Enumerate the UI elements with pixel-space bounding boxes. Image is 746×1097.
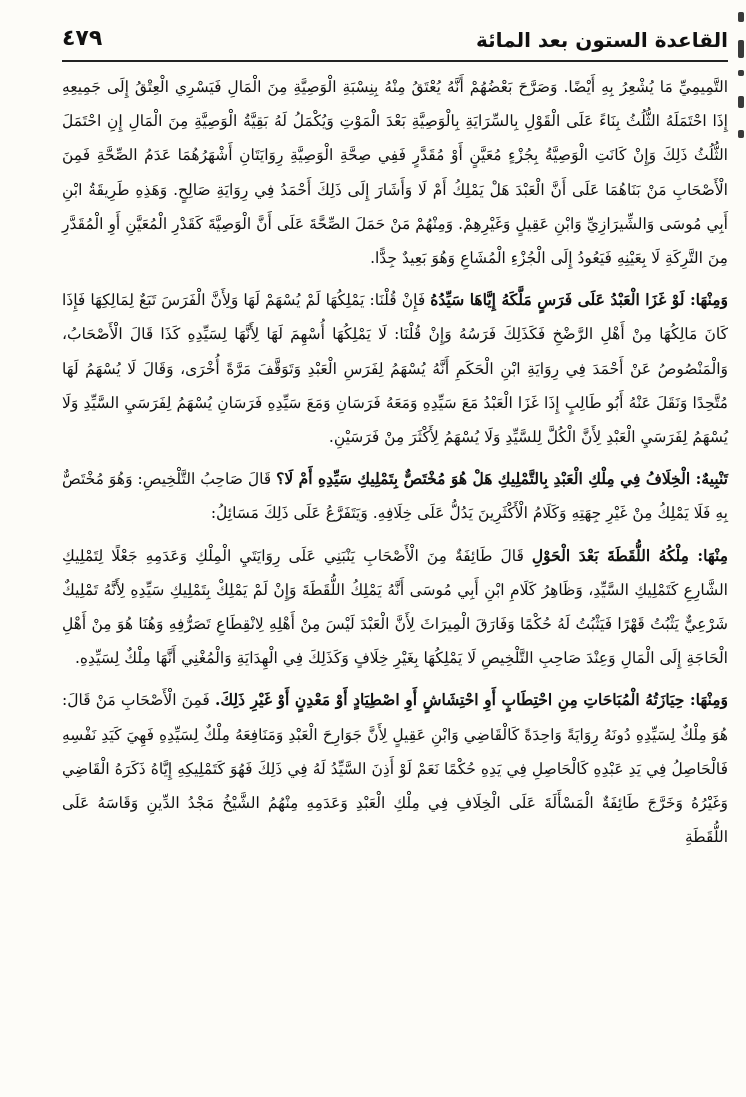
page-header — [62, 24, 728, 62]
paragraph-3 — [62, 462, 728, 530]
paragraph-5-lead: وَمِنْهَا: حِيَازَتُهُ الْمُبَاحَاتِ مِنِ احْتِطَابٍ أَوِ احْتِشَاشٍ أَوِ اصْطِيَادٍ أَوْ مَعْدِنٍ أَوْ غَيْرِ ذَلِكَ. — [214, 690, 728, 710]
page-body — [62, 70, 728, 854]
page-number: ٤٧٩ — [62, 26, 103, 51]
running-title: القاعدة الستون بعد المائة — [476, 28, 728, 52]
paragraph-1-text: التَّمِيمِيِّ مَا يُشْعِرُ بِهِ أَيْضًا. وَصَرَّحَ بَعْضُهُمْ أَنَّهُ يُعْتَقُ مِنْهُ بِنِسْبَةِ الْوَصِيَّةِ مِنَ الْمَالِ فَيَسْرِي الْعِتْقُ إِلَى جَمِيعِهِ إِذَا احْتَمَلَهُ الثُّلُثُ بِنَاءً عَلَى الْقَوْلِ بِالسِّرَايَةِ بِالْوَصِيَّةِ بَعْدَ الْمَوْتِ وَيُكْمَلُ لَهُ بَقِيَّةُ الْوَصِيَّةِ مِنَ الْمَالِ إِنِ احْتَمَلَ الثُّلُثُ ذَلِكَ وَإِنْ كَانَتِ الْوَصِيَّةُ بِجُزْءٍ مُعَيَّنٍ أَوْ مُقَدَّرٍ فَفِي صِحَّةِ الْوَصِيَّةِ رِوَايَتَانِ أَشْهَرُهُمَا عَدَمُ الصِّحَّةِ فَمِنَ الْأَصْحَابِ مَنْ بَنَاهُمَا عَلَى أَنَّ الْعَبْدَ هَلْ يَمْلِكُ أَمْ لَا وَأَشَارَ إِلَى ذَلِكَ أَحْمَدُ فِي رِوَايَةِ صَالِحٍ. وَهَذِهِ طَرِيقَةُ ابْنِ أَبِي مُوسَى وَالشِّيرَازِيِّ وَابْنِ عَقِيلٍ وَغَيْرِهِمْ. وَمِنْهُمْ مَنْ حَمَلَ الصِّحَّةَ عَلَى أَنَّ الْوَصِيَّةَ كَقَدْرِ الْمُعَيَّنِ أَوِ الْمُقَدَّرِ مِنَ التَّرِكَةِ لَا بِعَيْنِهِ فَيَعُودُ إِلَى الْجُزْءِ الْمُشَاعِ وَهُوَ بَعِيدٌ جِدًّا. — [62, 78, 728, 268]
paragraph-4-lead: مِنْهَا: مِلْكُهُ اللُّقَطَةَ بَعْدَ الْحَوْلِ — [531, 545, 728, 565]
paragraph-5-text: فَمِنَ الْأَصْحَابِ مَنْ قَالَ: هُوَ مِلْكٌ لِسَيِّدِهِ دُونَهُ رِوَايَةً وَاحِدَةً كَالْقَاضِي وَابْنِ عَقِيلٍ لِأَنَّ جَوَارِحَ الْعَبْدِ وَمَنَافِعَهُ مِلْكٌ لِسَيِّدِهِ فَهِيَ كَيَدِ نَفْسِهِ فَالْحَاصِلُ فِي يَدِ عَبْدِهِ كَالْحَاصِلِ فِي يَدِهِ حُكْمًا نَعَمْ لَوْ أَذِنَ السَّيِّدُ لَهُ فِي ذَلِكَ فَهُوَ كَتَمْلِيكِهِ إِيَّاهُ ذَكَرَهُ الْقَاضِي وَغَيْرُهُ وَخَرَّجَ طَائِفَةٌ الْمَسْأَلَةَ عَلَى الْخِلَافِ فِي مِلْكِ الْعَبْدِ وَعَدَمِهِ مِنْهُمُ الشَّيْخُ مَجْدُ الدِّينِ وَقَاسَهُ عَلَى اللُّقَطَةِ — [62, 691, 728, 847]
paragraph-2-text: فَإِنْ قُلْنَا: يَمْلِكُهَا لَمْ يُسْهَمْ لَهَا وَلِأَنَّ الْفَرَسَ تَبَعٌ لِمَالِكِهَا فَإِذَا كَانَ مَالِكُهَا مِنْ أَهْلِ الرَّضْخِ فَكَذَلِكَ فَرَسُهُ وَإِنْ قُلْنَا: لَا يَمْلِكُهَا أُسْهِمَ لَهَا لِأَنَّهَا لِسَيِّدِهِ كَذَا قَالَ الْأَصْحَابُ، وَالْمَنْصُوصُ عَنْ أَحْمَدَ فِي رِوَايَةِ ابْنِ الْحَكَمِ أَنَّهُ يُسْهَمُ لِفَرَسِ الْعَبْدِ وَتَوَقَّفَ مَرَّةً أُخْرَى، وَقَالَ لَا يُسْهَمُ لَهَا مُتَّحِدًا وَنَقَلَ عَنْهُ أَبُو طَالِبٍ إِذَا غَزَا الْعَبْدُ مَعَ سَيِّدِهِ وَمَعَهُ فَرَسَانِ وَمَعَ سَيِّدِهِ فَرَسَانِ يُسْهَمُ لِفَرَسَيِ السَّيِّدِ وَلَا يُسْهَمُ لِفَرَسَيِ الْعَبْدِ لِأَنَّ الْكُلَّ لِلسَّيِّدِ وَلَا يُسْهَمُ لِأَكْثَرَ مِنْ فَرَسَيْنِ. — [62, 291, 728, 447]
scan-edge-marks — [732, 0, 746, 200]
paragraph-1 — [62, 70, 728, 275]
paragraph-4 — [62, 539, 728, 676]
paragraph-4-text: قَالَ طَائِفَةٌ مِنَ الْأَصْحَابِ يَنْبَنِي عَلَى رِوَايَتَيِ الْمِلْكِ وَعَدَمِهِ جَعْلًا لِتَمْلِيكِ الشَّارِعِ كَتَمْلِيكِ السَّيِّدِ، وَظَاهِرُ كَلَامِ ابْنِ أَبِي مُوسَى أَنَّهُ يَمْلِكُ اللُّقَطَةَ وَإِنْ لَمْ يَمْلِكْ بِتَمْلِيكِ سَيِّدِهِ لِأَنَّهُ تَمْلِيكٌ شَرْعِيٌّ يَثْبُتُ قَهْرًا فَيَثْبُتُ لَهُ حُكْمًا وَفَارَقَ الْمِيرَاثَ لِأَنَّ الْعَبْدَ لَيْسَ مِنْ أَهْلِهِ لِانْقِطَاعِ تَصَرُّفِهِ وَهُنَا هُوَ مِنْ أَهْلِ الْحَاجَةِ إِلَى الْمَالِ وَعِنْدَ صَاحِبِ التَّلْخِيصِ لَا يَمْلِكُهَا بِغَيْرِ خِلَافٍ وَكَذَلِكَ فِي الْهِدَايَةِ وَالْمُغْنِي أَنَّهَا مِلْكٌ لِسَيِّدِهِ. — [62, 546, 728, 668]
paragraph-2-lead: وَمِنْهَا: لَوْ غَزَا الْعَبْدُ عَلَى فَرَسٍ مَلَّكَهُ إِيَّاهَا سَيِّدُهُ — [430, 290, 728, 310]
paragraph-2 — [62, 283, 728, 454]
paragraph-5 — [62, 683, 728, 854]
paragraph-3-lead: تَنْبِيهٌ: الْخِلَافُ فِي مِلْكِ الْعَبْدِ بِالتَّمْلِيكِ هَلْ هُوَ مُخْتَصٌّ بِتَمْلِيكِ سَيِّدِهِ أَمْ لَا؟ — [276, 469, 728, 489]
paragraph-3-text: قَالَ صَاحِبُ التَّلْخِيصِ: وَهُوَ مُخْتَصٌّ بِهِ فَلَا يَمْلِكُ مِنْ غَيْرِ جِهَتِهِ وَكَلَامُ الْأَكْثَرِينَ يَدُلُّ عَلَى خِلَافِهِ. وَيَتَفَرَّعُ عَلَى ذَلِكَ مَسَائِلُ: — [62, 470, 728, 523]
